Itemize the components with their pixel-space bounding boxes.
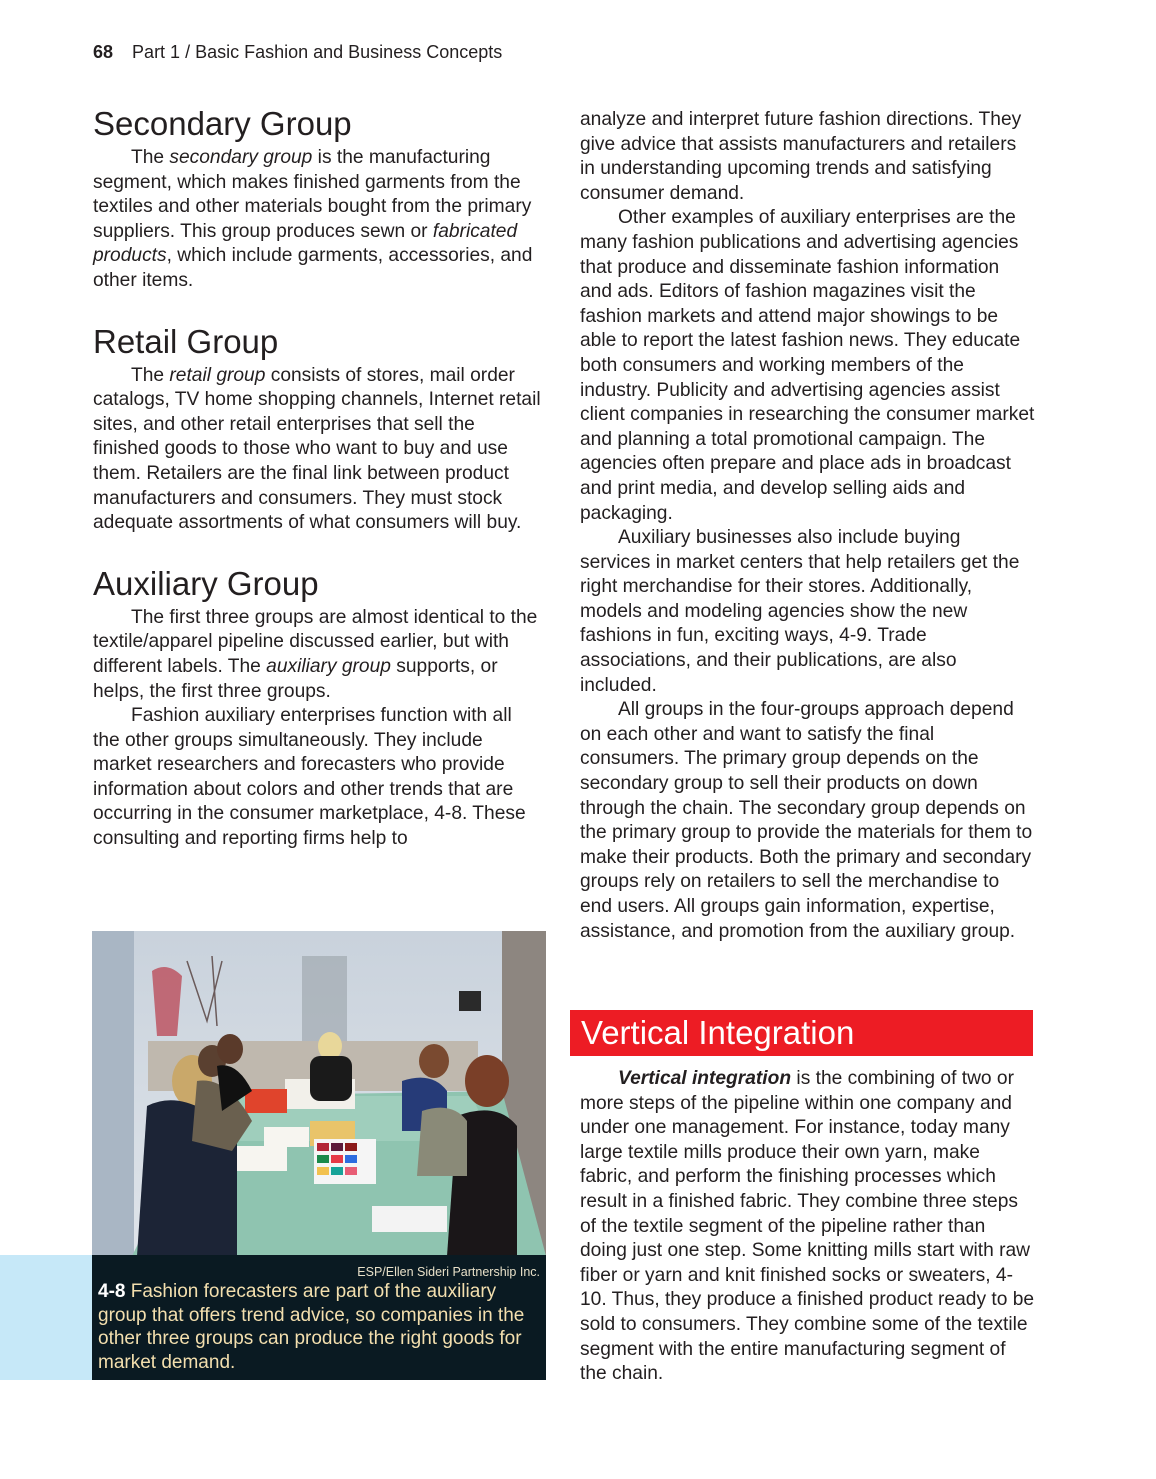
notebook xyxy=(372,1206,447,1232)
red-folder xyxy=(245,1089,287,1113)
shelf-unit xyxy=(302,956,347,1041)
running-head-title: Part 1 / Basic Fashion and Business Concepts xyxy=(132,42,503,62)
figure-caption xyxy=(92,1255,546,1380)
text: is the combining of two or more steps of the pipeline within one company and under one management. For instance, today many large textile mills produce their own yarn, make fabric, and perform the finishing processes which result in a finished fabric. They combine three steps of the textile segment of the pipeline rather than doing just one step. Some knitting mills start with raw fiber or yarn and knit finished socks or sweaters, 4-10. Thus, they produce a finished product ready to be sold to consumers. They combine some of the textile segment with the entire manufacturing segment of the chain. xyxy=(580,1068,1035,1385)
text: consists of stores, mail order catalogs, TV home shopping channels, Internet retail sites, and other retail enterprises that sell the finished goods to those who want to buy and use them. Retailers are the final link between product manufacturers and consumers. They must stock adequate assortments of what consumers will buy. xyxy=(93,364,541,534)
term-secondary-group: secondary group xyxy=(169,147,313,168)
figure-4-8-photo xyxy=(92,931,546,1256)
heading-retail-group: Retail Group xyxy=(93,322,279,360)
dress-form xyxy=(152,967,182,1036)
running-head xyxy=(93,42,502,63)
term-fabricated-products: fabricated products xyxy=(93,220,518,267)
left-column xyxy=(93,104,543,852)
paragraph-continued: analyze and interpret future fashion directions. They give advice that assists manufacturers and retailers in understanding upcoming trends and satisfying consumer demand. xyxy=(580,109,1022,204)
vertical-integration-column xyxy=(580,1067,1035,1387)
heading-auxiliary-group: Auxiliary Group xyxy=(93,564,319,602)
page-number: 68 xyxy=(93,42,114,62)
term-vertical-integration: Vertical integration xyxy=(618,1068,792,1089)
paragraph-publications: Other examples of auxiliary enterprises are the many fashion publications and advertising agencies that produce and disseminate fashion information and ads. Editors of fashion magazines visit the fashion markets and attend major showings to be able to report the latest fashion news. They educate both consumers and working members of the industry. Publicity and advertising agencies assist client companies in researching the consumer market and planning a total promotional campaign. The agencies often prepare and place ads in broadcast and print media, and develop selling aids and packaging. xyxy=(580,207,1035,524)
text: The first three groups are almost identical to the textile/apparel pipeline discussed earlier, but with different labels. The xyxy=(93,606,538,677)
paragraph-four-groups: All groups in the four-groups approach depend on each other and want to satisfy the final consumers. The primary group depends on the secondary group to sell their products on down through the chain. The secondary group depends on the primary group to provide the materials for them to make their products. Both the primary and secondary groups rely on retailers to sell the merchandise to end users. All groups gain information, expertise, assistance, and promotion from the auxiliary group. xyxy=(580,699,1033,942)
text: , which include garments, accessories, and other items. xyxy=(93,245,533,291)
section-banner-vertical-integration: Vertical Integration xyxy=(570,1010,1033,1056)
photo-credit: ESP/Ellen Sideri Partnership Inc. xyxy=(357,1265,540,1279)
paragraph-retail-group xyxy=(93,364,543,536)
paragraph-buying-services: Auxiliary businesses also include buying services in market centers that help retailers get the right merchandise for their stores. Additionally, models and modeling agencies show the new fashions in fun, exciting ways, 4-9. Trade associations, and their publications, are also included. xyxy=(580,527,1020,696)
meeting-photo-illustration xyxy=(92,931,546,1256)
term-retail-group: retail group xyxy=(169,364,266,386)
text: The xyxy=(131,364,170,386)
paragraph-auxiliary-group-1 xyxy=(93,606,543,704)
paragraph-vertical-integration xyxy=(580,1067,1035,1387)
side-accent-panel xyxy=(0,1255,92,1380)
text: is the manufacturing segment, which makes finished garments from the textiles and other materials bought from the primary suppliers. This group produces sewn or xyxy=(93,147,532,242)
figure-number: 4-8 xyxy=(98,1281,126,1302)
term-auxiliary-group: auxiliary group xyxy=(266,655,391,677)
right-column xyxy=(580,108,1035,944)
caption-text xyxy=(98,1280,540,1374)
heading-secondary-group: Secondary Group xyxy=(93,105,352,142)
paragraph-auxiliary-group-2: Fashion auxiliary enterprises function with all the other groups simultaneously. They include market researchers and forecasters who provide information about colors and other trends that are occurring in the consumer marketplace, 4-8. These consulting and reporting firms help to xyxy=(93,705,526,850)
telephone xyxy=(459,991,481,1011)
text: supports, or helps, the first three groups. xyxy=(93,655,498,702)
window-edge xyxy=(92,931,134,1256)
text: The xyxy=(131,147,170,168)
caption-body: Fashion forecasters are part of the auxiliary group that offers trend advice, so companies in the other three groups can produce the right goods for market demand. xyxy=(98,1281,525,1373)
paragraph-secondary-group xyxy=(93,146,543,294)
